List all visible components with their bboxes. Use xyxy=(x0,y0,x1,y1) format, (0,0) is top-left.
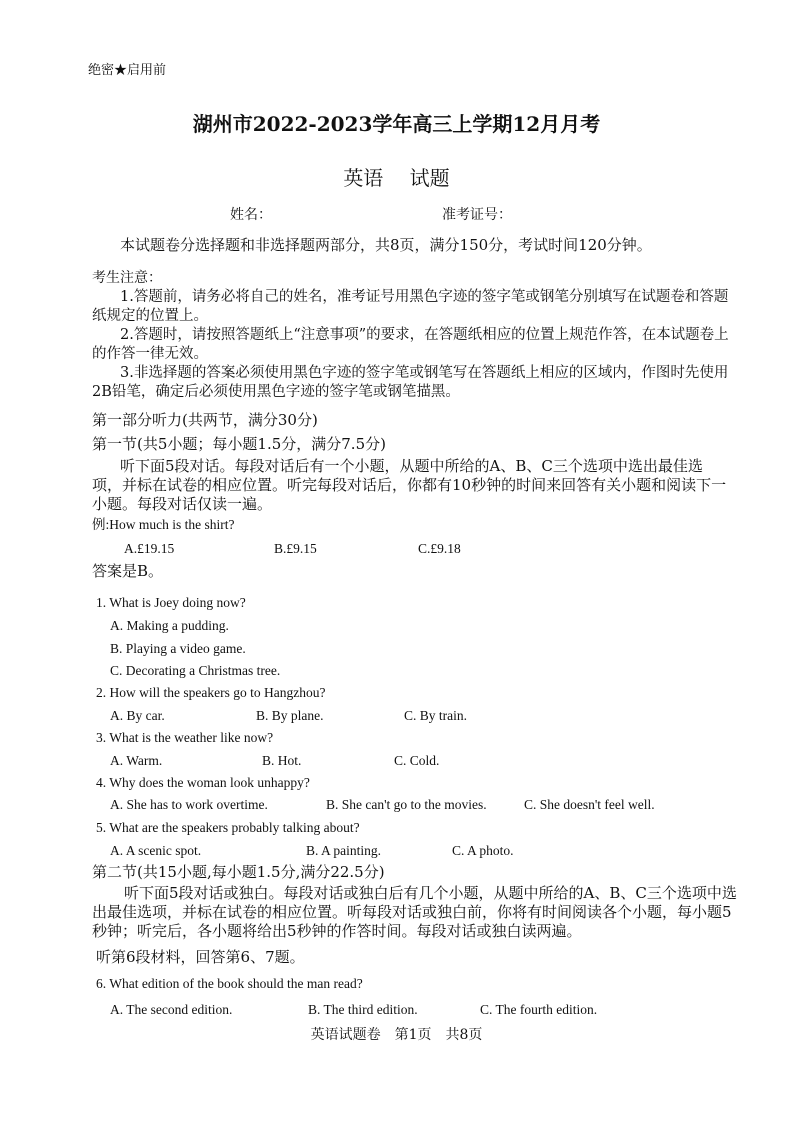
q2-option-c: C. By train. xyxy=(404,708,467,723)
exam-number-label: 准考证号： xyxy=(442,207,512,223)
example-option-b: B.£9.15 xyxy=(274,541,317,556)
q1-option-b: B. Playing a video game. xyxy=(110,641,246,656)
q3-option-a: A. Warm. xyxy=(110,753,163,768)
q4-option-a: A. She has to work overtime. xyxy=(110,797,268,812)
note-item-2: 2.答题时，请按照答题纸上“注意事项”的要求，在答题纸相应的位置上规范作答，在本试题卷上的作答一律无效。 xyxy=(92,327,729,362)
q6-option-a: A. The second edition. xyxy=(110,1002,233,1017)
notes-heading: 考生注意： xyxy=(92,270,162,286)
section1-instructions: 听下面5段对话。每段对话后有一个小题，从题中所给的A、B、C三个选项中选出最佳选项，并标在试卷的相应位置。听完每段对话后，你都有10秒钟的时间来回答有关小题和阅读下一小题。每段对话仅读一遍。 xyxy=(92,457,727,513)
question-1: 1. What is Joey doing now? xyxy=(96,595,246,610)
name-label: 姓名： xyxy=(230,207,272,223)
section2-instructions: 听下面5段对话或独白。每段对话或独白后有几个小题，从题中所给的A、B、C三个选项中选出最佳选项，并标在试卷的相应位置。听每段对话或独白前，你将有时间阅读各个小题，每小题5秒钟；听完后，各小题将给出5秒钟的作答时间。每段对话或独白读两遍。 xyxy=(92,884,737,940)
question-2: 2. How will the speakers go to Hangzhou? xyxy=(96,685,326,700)
q6-option-c: C. The fourth edition. xyxy=(480,1002,598,1017)
subject-title: 英语 试题 xyxy=(343,166,450,190)
example-answer: 答案是B。 xyxy=(92,562,164,580)
note-item-1: 1.答题前，请务必将自己的姓名，准考证号用黑色字迹的签字笔或钢笔分别填写在试题卷和答题纸规定的位置上。 xyxy=(92,289,729,324)
note-item-3: 3.非选择题的答案必须使用黑色字迹的签字笔或钢笔写在答题纸上相应的区域内，作图时先使用2B铅笔，确定后必须使用黑色字迹的签字笔或钢笔描黑。 xyxy=(92,365,729,400)
q3-option-c: C. Cold. xyxy=(394,753,440,768)
example-question: 例:How much is the shirt? xyxy=(92,517,235,532)
example-option-c: C.£9.18 xyxy=(418,541,461,556)
question-5: 5. What are the speakers probably talking about? xyxy=(96,820,360,835)
section1-heading: 第一节(共5小题；每小题1.5分，满分7.5分) xyxy=(92,435,386,453)
material-6-note: 听第6段材料，回答第6、7题。 xyxy=(96,948,305,966)
q5-option-c: C. A photo. xyxy=(452,843,514,858)
question-6: 6. What edition of the book should the man read? xyxy=(96,976,363,991)
exam-title: 湖州市2022-2023学年高三上学期12月月考 xyxy=(192,112,601,136)
q1-option-a: A. Making a pudding. xyxy=(110,618,229,633)
q6-option-b: B. The third edition. xyxy=(308,1002,418,1017)
q4-option-c: C. She doesn't feel well. xyxy=(524,797,655,812)
section2-heading: 第二节(共15小题,每小题1.5分,满分22.5分) xyxy=(92,863,385,881)
part1-heading: 第一部分听力(共两节，满分30分) xyxy=(92,411,318,429)
q4-option-b: B. She can't go to the movies. xyxy=(326,797,487,812)
q2-option-a: A. By car. xyxy=(110,708,165,723)
question-4: 4. Why does the woman look unhappy? xyxy=(96,775,310,790)
confidential-mark: 绝密★启用前 xyxy=(88,63,167,78)
page-footer: 英语试题卷 第1页 共8页 xyxy=(310,1027,483,1043)
q3-option-b: B. Hot. xyxy=(262,753,302,768)
intro-text: 本试题卷分选择题和非选择题两部分，共8页，满分150分，考试时间120分钟。 xyxy=(120,236,652,254)
q2-option-b: B. By plane. xyxy=(256,708,324,723)
q1-option-c: C. Decorating a Christmas tree. xyxy=(110,663,281,678)
q5-option-b: B. A painting. xyxy=(306,843,382,858)
example-option-a: A.£19.15 xyxy=(124,541,175,556)
q5-option-a: A. A scenic spot. xyxy=(110,843,202,858)
question-3: 3. What is the weather like now? xyxy=(96,730,274,745)
